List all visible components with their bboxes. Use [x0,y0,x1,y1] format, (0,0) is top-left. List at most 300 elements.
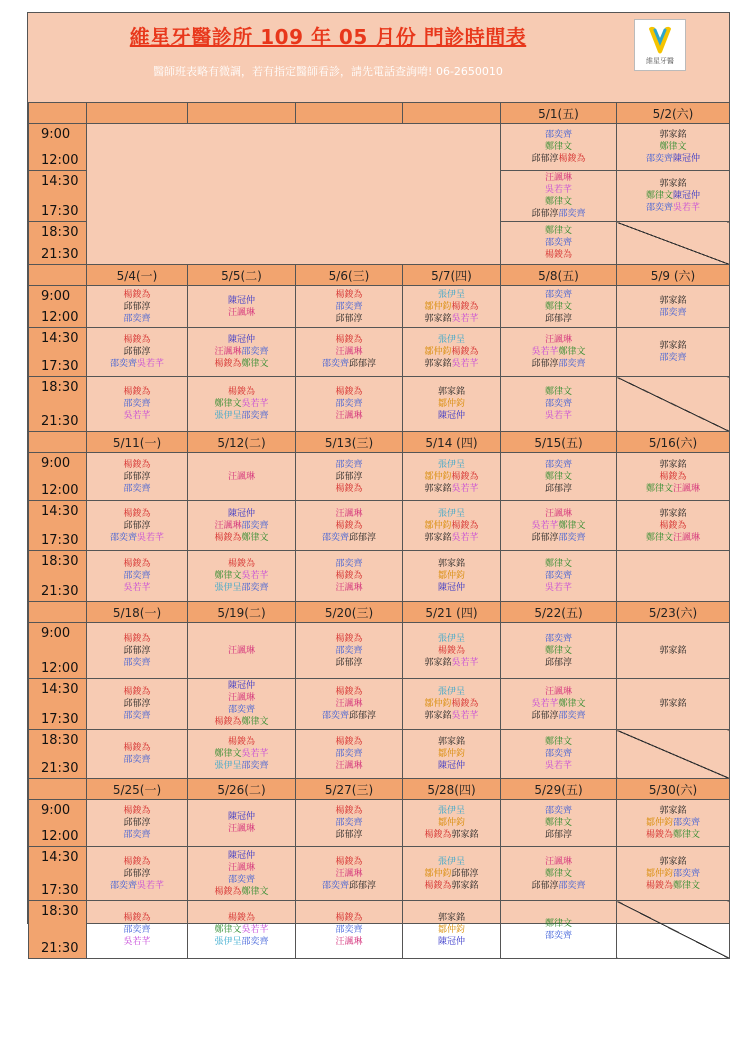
doctor-name: 楊鋑為 [227,559,255,569]
doctor-name: 鄭律文 [241,359,269,369]
doctor-line [403,936,500,948]
doctor-name: 楊鋑為 [544,250,572,260]
doctor-line [296,645,402,657]
doctor-name: 郭家銘 [451,830,479,840]
doctor-cell [296,679,403,730]
time-end: 17:30 [41,883,79,898]
doctor-name: 陳冠仲 [227,295,255,306]
doctor-name: 汪諷琳 [335,508,363,519]
doctor-name: 鄭律文 [214,749,242,759]
time-start: 14:30 [41,682,79,697]
slot-row [29,847,730,901]
doctor-line [188,558,295,570]
doctor-line [501,710,616,722]
slot-row [29,286,730,328]
closed-cell [617,377,730,432]
doctor-name: 邵奕齊 [558,359,586,369]
doctor-line [501,508,616,520]
doctor-line [188,471,295,483]
doctor-name: 邵奕齊 [659,353,687,363]
doctor-line [188,692,295,704]
doctor-cell [403,286,501,328]
doctor-name: 吳若芊 [451,532,479,543]
doctor-name: 吳若芊 [137,359,165,369]
doctor-name: 楊鋑為 [645,880,673,891]
doctor-cell [87,800,188,847]
time-end: 12:00 [41,661,79,676]
doctor-name: 楊鋑為 [437,645,465,656]
date-cell: 5/20(三) [296,602,403,623]
doctor-name: 楊鋑為 [335,571,363,581]
doctor-name: 邵奕齊 [241,761,269,771]
doctor-line [501,918,616,930]
doctor-name: 楊鋑為 [227,387,255,397]
doctor-name: 鄒仲鈞 [437,571,465,581]
doctor-name: 陳冠仲 [227,335,255,345]
doctor-line [87,868,187,880]
doctor-name: 邵奕齊 [241,347,269,357]
doctor-cell [87,901,188,959]
doctor-name: 郭家銘 [659,459,687,470]
doctor-line [87,558,187,570]
doctor-name: 楊鋑為 [335,806,363,816]
doctor-line [296,829,402,841]
doctor-name: 邱郁淳 [349,880,377,891]
date-cell: 5/14 (四) [403,432,501,453]
doctor-line [403,398,500,410]
doctor-name: 陳冠仲 [673,191,701,201]
doctor-line [87,289,187,301]
doctor-name: 邵奕齊 [123,830,151,840]
date-row [29,103,730,124]
doctor-name: 邵奕齊 [558,711,586,721]
doctor-line [296,289,402,301]
doctor-line [617,153,729,165]
doctor-line [188,886,295,898]
doctor-line [403,856,500,868]
doctor-cell [188,453,296,501]
doctor-name: 陳冠仲 [227,850,255,861]
doctor-name: 郭家銘 [659,130,687,140]
doctor-name: 楊鋑為 [123,912,151,923]
doctor-name: 陳冠仲 [227,508,255,519]
doctor-cell [617,623,730,679]
doctor-name: 吳若芊 [123,411,151,421]
doctor-line [296,698,402,710]
doctor-line [501,301,616,313]
doctor-name: 汪諷琳 [227,645,255,656]
doctor-name: 郭家銘 [424,483,452,494]
doctor-name: 邵奕齊 [659,307,687,318]
doctor-line [188,334,295,346]
doctor-name: 邵奕齊 [321,880,349,891]
doctor-name: 鄭律文 [673,880,701,891]
doctor-line [403,748,500,760]
doctor-name: 邵奕齊 [544,930,572,941]
date-cell: 5/23(六) [617,602,730,623]
doctor-name: 邵奕齊 [335,924,363,935]
doctor-line [403,334,500,346]
doctor-name: 楊鋑為 [335,289,363,300]
doctor-cell [403,679,501,730]
doctor-line [188,346,295,358]
doctor-line [403,459,500,471]
doctor-name: 鄭律文 [544,645,572,656]
doctor-line [403,558,500,570]
doctor-name: 邱郁淳 [531,154,559,164]
doctor-line [617,829,729,841]
doctor-cell [188,730,296,779]
doctor-name: 邵奕齊 [241,583,269,593]
date-cell: 5/16(六) [617,432,730,453]
doctor-name: 陳冠仲 [227,812,255,822]
doctor-cell [617,171,730,222]
doctor-name: 吳若芊 [137,532,165,543]
doctor-cell [403,551,501,602]
doctor-name: 郭家銘 [451,880,479,891]
doctor-name: 邵奕齊 [241,936,269,947]
doctor-name: 邱郁淳 [349,532,377,543]
doctor-name: 邵奕齊 [109,532,137,543]
time-start: 9:00 [41,127,71,142]
doctor-name: 張伊呈 [437,806,465,816]
date-cell: 5/28(四) [403,779,501,800]
doctor-line [296,736,402,748]
slot-row [29,377,730,432]
date-cell: 5/13(三) [296,432,403,453]
date-row-corner [29,265,87,286]
doctor-name: 郭家銘 [659,856,687,867]
doctor-name: 鄭律文 [214,571,242,581]
doctor-cell [617,328,730,377]
time-end: 21:30 [41,941,79,956]
doctor-line [501,829,616,841]
doctor-cell [501,623,617,679]
doctor-line [296,301,402,313]
doctor-name: 汪諷琳 [544,687,572,697]
date-cell: 5/11(一) [87,432,188,453]
doctor-name: 邱郁淳 [544,313,572,324]
doctor-line [87,358,187,370]
doctor-line [87,829,187,841]
date-row [29,779,730,800]
doctor-line [501,520,616,532]
date-row [29,265,730,286]
doctor-line [296,410,402,422]
doctor-cell [87,551,188,602]
doctor-line [188,736,295,748]
doctor-cell [296,328,403,377]
doctor-name: 邵奕齊 [558,209,586,219]
doctor-line [617,340,729,352]
doctor-line [403,508,500,520]
doctor-name: 邱郁淳 [544,657,572,668]
doctor-name: 楊鋑為 [335,737,363,747]
doctor-cell [501,377,617,432]
doctor-name: 汪諷琳 [335,936,363,947]
doctor-name: 邵奕齊 [123,657,151,668]
doctor-name: 吳若芊 [544,411,572,421]
doctor-line [501,386,616,398]
doctor-line [617,520,729,532]
time-cell [29,679,87,730]
doctor-name: 張伊呈 [437,856,465,867]
doctor-cell [296,377,403,432]
doctor-name: 邵奕齊 [321,532,349,543]
doctor-name: 楊鋑為 [558,154,586,164]
doctor-name: 陳冠仲 [673,154,701,164]
doctor-name: 汪諷琳 [214,520,242,531]
doctor-name: 鄒仲鈞 [437,924,465,935]
time-start: 9:00 [41,456,71,471]
doctor-name: 吳若芊 [531,347,559,357]
doctor-name: 楊鋑為 [335,335,363,345]
doctor-name: 邱郁淳 [335,471,363,482]
slot-row [29,679,730,730]
doctor-name: 邵奕齊 [544,399,572,409]
doctor-name: 張伊呈 [437,633,465,644]
doctor-line [188,295,295,307]
doctor-name: 楊鋑為 [123,508,151,519]
doctor-line [403,657,500,669]
doctor-name: 邵奕齊 [123,924,151,935]
doctor-line [403,710,500,722]
time-start: 18:30 [41,904,79,919]
doctor-name: 邵奕齊 [558,880,586,891]
date-cell: 5/30(六) [617,779,730,800]
clinic-logo [634,19,686,71]
doctor-name: 郭家銘 [659,645,687,656]
date-cell [188,103,296,124]
doctor-cell [403,901,501,959]
doctor-cell [617,800,730,847]
doctor-line [188,874,295,886]
doctor-name: 鄭律文 [241,717,269,727]
doctor-name: 汪諷琳 [227,471,255,482]
doctor-name: 楊鋑為 [659,520,687,531]
doctor-name: 陳冠仲 [437,411,465,421]
doctor-line [501,141,616,153]
doctor-name: 邱郁淳 [123,699,151,709]
doctor-line [87,754,187,766]
doctor-name: 汪諷琳 [544,173,572,183]
doctor-name: 郭家銘 [437,387,465,397]
doctor-name: 陳冠仲 [227,681,255,691]
time-end: 17:30 [41,712,79,727]
doctor-line [403,760,500,772]
doctor-name: 張伊呈 [437,459,465,470]
doctor-line [501,153,616,165]
time-start: 18:30 [41,733,79,748]
schedule-table [28,102,730,959]
doctor-line [188,307,295,319]
doctor-line [403,805,500,817]
doctor-name: 楊鋑為 [227,737,255,747]
doctor-name: 吳若芊 [544,583,572,593]
doctor-line [87,698,187,710]
doctor-cell [403,328,501,377]
slot-row [29,800,730,847]
doctor-name: 楊鋑為 [451,471,479,482]
doctor-name: 邵奕齊 [645,203,673,213]
doctor-line [296,817,402,829]
doctor-line [188,748,295,760]
doctor-line [617,141,729,153]
doctor-name: 汪諷琳 [335,347,363,357]
doctor-line [501,459,616,471]
doctor-name: 邵奕齊 [241,411,269,421]
doctor-line [296,582,402,594]
time-end: 12:00 [41,153,79,168]
doctor-line [617,868,729,880]
doctor-name: 鄒仲鈞 [424,301,452,312]
doctor-line [501,880,616,892]
doctor-name: 鄭律文 [558,347,586,357]
doctor-line [188,811,295,823]
doctor-cell [403,800,501,847]
doctor-cell [87,501,188,551]
doctor-name: 楊鋑為 [451,301,479,312]
doctor-name: 邵奕齊 [335,818,363,828]
doctor-cell [501,730,617,779]
doctor-name: 楊鋑為 [214,532,242,543]
doctor-name: 張伊呈 [437,289,465,300]
doctor-name: 張伊呈 [437,335,465,345]
date-cell: 5/7(四) [403,265,501,286]
doctor-cell [501,124,617,171]
doctor-name: 郭家銘 [424,313,452,324]
time-end: 12:00 [41,310,79,325]
doctor-cell [296,453,403,501]
doctor-line [296,346,402,358]
doctor-line [501,483,616,495]
doctor-name: 鄭律文 [645,483,673,494]
doctor-cell [501,286,617,328]
time-cell [29,800,87,847]
doctor-name: 吳若芊 [451,657,479,668]
doctor-line [296,398,402,410]
doctor-name: 邱郁淳 [123,301,151,312]
doctor-name: 楊鋑為 [335,856,363,867]
time-start: 14:30 [41,850,79,865]
date-cell: 5/29(五) [501,779,617,800]
doctor-name: 鄭律文 [544,226,572,236]
tooth-logo-icon [647,26,673,54]
doctor-line [403,483,500,495]
doctor-name: 吳若芊 [531,699,559,709]
doctor-name: 邵奕齊 [673,818,701,828]
doctor-name: 邱郁淳 [335,657,363,668]
doctor-line [501,686,616,698]
doctor-line [403,698,500,710]
doctor-line [87,880,187,892]
doctor-line [403,633,500,645]
doctor-line [501,868,616,880]
doctor-line [188,912,295,924]
doctor-cell [188,679,296,730]
closed-cell [617,730,730,779]
doctor-name: 汪諷琳 [335,411,363,421]
doctor-name: 吳若芊 [673,203,701,213]
time-end: 12:00 [41,483,79,498]
time-cell [29,551,87,602]
doctor-name: 邵奕齊 [544,749,572,759]
doctor-line [501,398,616,410]
doctor-line [296,748,402,760]
doctor-line [403,386,500,398]
doctor-name: 鄭律文 [241,886,269,897]
doctor-name: 邱郁淳 [123,347,151,357]
doctor-line [501,698,616,710]
date-cell: 5/15(五) [501,432,617,453]
doctor-name: 邵奕齊 [241,520,269,531]
doctor-name: 郭家銘 [437,737,465,747]
doctor-line [87,805,187,817]
doctor-line [617,856,729,868]
doctor-cell [501,679,617,730]
doctor-line [188,760,295,772]
time-start: 18:30 [41,380,79,395]
slot-row [29,901,730,959]
doctor-name: 邵奕齊 [335,459,363,470]
doctor-name: 楊鋑為 [335,387,363,397]
slot-row [29,623,730,679]
doctor-name: 邵奕齊 [335,645,363,656]
doctor-cell [296,730,403,779]
doctor-line [501,570,616,582]
doctor-line [296,936,402,948]
doctor-line [617,880,729,892]
time-start: 9:00 [41,803,71,818]
doctor-name: 楊鋑為 [335,912,363,923]
doctor-line [87,570,187,582]
doctor-name: 邵奕齊 [335,749,363,759]
doctor-name: 鄭律文 [544,737,572,747]
doctor-line [188,645,295,657]
doctor-name: 吳若芊 [241,749,269,759]
doctor-name: 吳若芊 [137,880,165,891]
doctor-line [188,532,295,544]
doctor-name: 邵奕齊 [544,571,572,581]
doctor-name: 楊鋑為 [214,886,242,897]
doctor-name: 邱郁淳 [335,313,363,324]
doctor-line [87,657,187,669]
doctor-name: 邱郁淳 [123,868,151,879]
doctor-name: 楊鋑為 [123,633,151,644]
doctor-line [296,532,402,544]
doctor-name: 吳若芊 [451,359,479,369]
doctor-name: 邵奕齊 [123,571,151,581]
time-end: 21:30 [41,414,79,429]
doctor-name: 鄭律文 [544,387,572,397]
doctor-name: 汪諷琳 [335,868,363,879]
doctor-name: 邱郁淳 [123,645,151,656]
doctor-line [87,471,187,483]
doctor-cell [296,501,403,551]
doctor-name: 楊鋑為 [123,806,151,816]
doctor-cell [617,286,730,328]
doctor-line [87,301,187,313]
doctor-line [87,313,187,325]
doctor-name: 汪諷琳 [544,856,572,867]
doctor-cell [188,800,296,847]
doctor-name: 吳若芊 [451,711,479,721]
doctor-cell [188,551,296,602]
doctor-name: 楊鋑為 [451,347,479,357]
date-cell: 5/19(二) [188,602,296,623]
doctor-line [403,868,500,880]
doctor-name: 鄭律文 [214,924,242,935]
